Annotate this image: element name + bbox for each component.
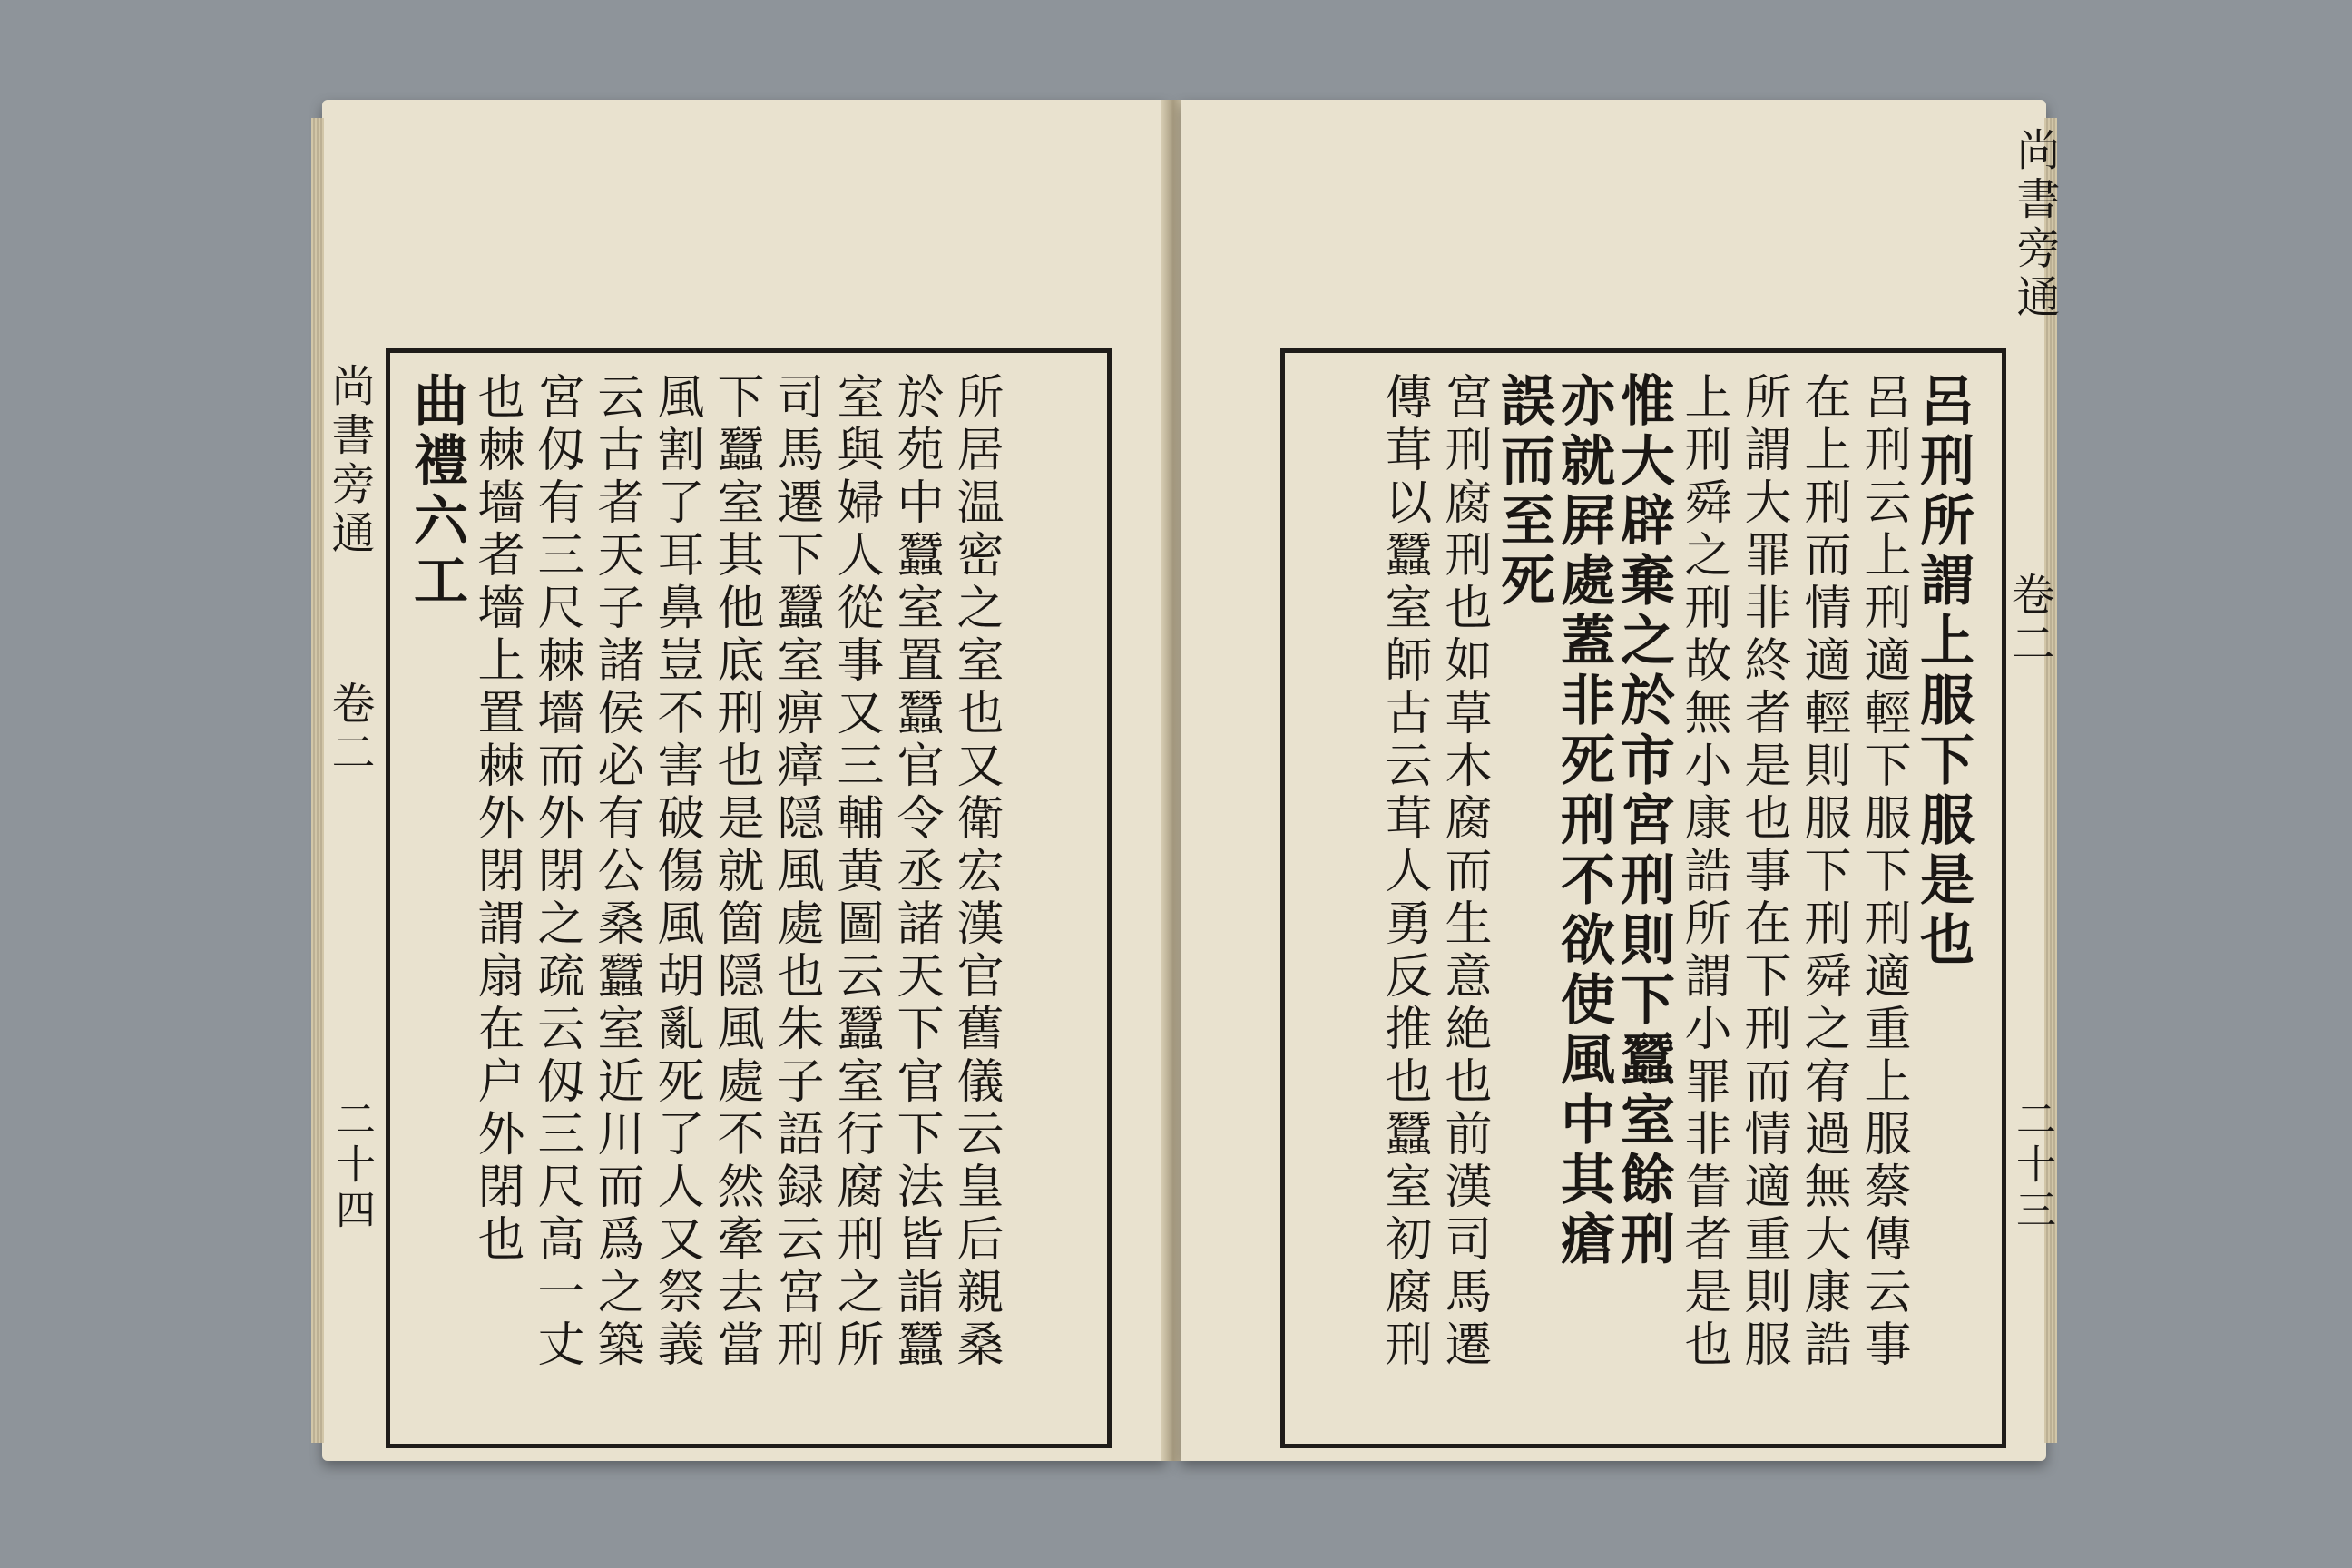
text-column: 也棘墻者墻上置棘外閉謂扇在户外閉也 — [469, 372, 524, 1267]
text-column: 宮刑腐刑也如草木腐而生意絶也前漢司馬遷 — [1436, 372, 1491, 1372]
section-heading: 曲禮六工 — [405, 372, 468, 612]
text-column: 所謂大罪非終者是也事在下刑而情適重則服 — [1736, 372, 1790, 1372]
left-text-columns — [404, 372, 1003, 1434]
right-page — [1181, 100, 2060, 1461]
text-column: 亦就屛處蓋非死刑不欲使風中其瘡 — [1552, 372, 1615, 1270]
text-column: 司馬遷下蠶室痹瘴隠風處也朱子語録云宮刑 — [769, 372, 823, 1372]
open-book — [322, 100, 2060, 1461]
text-column: 呂刑云上刑適輕下服下刑適重上服蔡傳云事 — [1856, 372, 1910, 1372]
text-column: 下蠶室其他底刑也是就箇隠風處不然牽去當 — [709, 372, 763, 1372]
text-column: 惟大辟棄之於市宮刑則下蠶室餘刑 — [1612, 372, 1675, 1270]
text-column: 室與婦人從事又三輔黄圖云蠶室行腐刑之所 — [828, 372, 883, 1372]
margin-page-number: 二十三 — [2009, 1098, 2055, 1234]
left-page — [322, 100, 1166, 1461]
text-column: 誤而至死 — [1492, 372, 1555, 612]
text-column: 宮仭有三尺棘墻而外閉之疏云仭三尺高一丈 — [529, 372, 583, 1372]
margin-book-title: 尚書旁通 — [2009, 127, 2060, 323]
text-column: 在上刑而情適輕則服下刑舜之宥過無大康誥 — [1796, 372, 1850, 1372]
right-text-columns — [1298, 372, 1975, 1434]
text-column: 於苑中蠶室置蠶官令丞諸天下官下法皆詣蠶 — [888, 372, 943, 1372]
text-column: 傳茸以蠶室師古云茸人勇反推也蠶室初腐刑 — [1377, 372, 1431, 1372]
text-column: 上刑舜之刑故無小康誥所謂小罪非眚者是也 — [1676, 372, 1730, 1372]
page-edge-left — [311, 118, 324, 1443]
margin-volume: 卷二 — [324, 681, 375, 779]
text-column: 云古者天子諸侯必有公桑蠶室近川而爲之築 — [589, 372, 643, 1372]
section-heading: 呂刑所謂上服下服是也 — [1911, 372, 1975, 971]
text-column: 所居温密之室也又衛宏漢官舊儀云皇后親桑 — [948, 372, 1003, 1372]
text-column: 風割了耳鼻豈不害破傷風胡亂死了人又祭義 — [649, 372, 703, 1372]
margin-page-number: 二十四 — [328, 1098, 375, 1234]
margin-book-title: 尚書旁通 — [324, 363, 375, 559]
margin-volume: 卷二 — [2004, 572, 2054, 670]
